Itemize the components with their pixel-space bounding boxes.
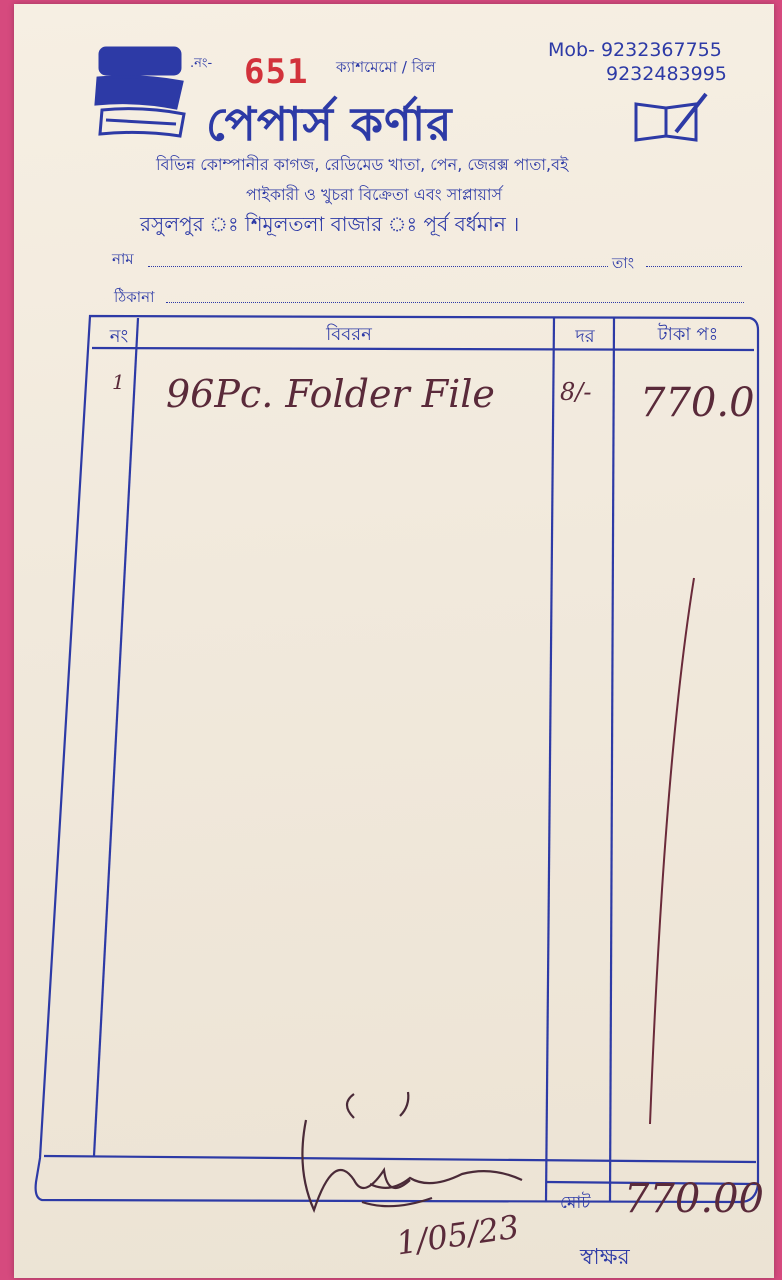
mobile-2: 9232483995 — [606, 63, 727, 85]
total-label: মোট — [560, 1193, 591, 1213]
receipt-paper — [14, 4, 774, 1278]
row-rate: 8/- — [560, 378, 592, 406]
open-book-icon — [636, 94, 706, 140]
name-label: নাম — [112, 250, 134, 268]
strike-line — [650, 578, 694, 1124]
date-field[interactable] — [646, 266, 742, 267]
row-amount: 770.0 — [640, 380, 755, 426]
mobile-1: Mob- 9232367755 — [548, 39, 722, 61]
col-header-no: নং — [109, 326, 129, 347]
shop-tagline-2: পাইকারী ও খুচরা বিক্রেতা এবং সাপ্লায়ার্স — [246, 185, 503, 204]
serial-label: .নং- — [190, 56, 213, 71]
handwritten-date: 1/05/23 — [393, 1207, 522, 1263]
name-field[interactable] — [148, 266, 608, 267]
col-header-rate: দর — [575, 326, 595, 347]
shop-name: পেপার্স কর্ণার — [206, 97, 453, 151]
row-description: 96Pc. Folder File — [166, 372, 495, 416]
date-label: তাং — [612, 254, 635, 272]
bill-table — [36, 316, 758, 1202]
signature-label: স্বাক্ষর — [580, 1245, 630, 1270]
shop-tagline-1: বিভিন্ন কোম্পানীর কাগজ, রেডিমেড খাতা, পেন, জেরক্স পাতা,বই — [156, 155, 569, 174]
doc-type: ক্যাশমেমো / বিল — [336, 58, 436, 76]
address-label: ঠিকানা — [114, 288, 155, 306]
row-number: 1 — [112, 370, 125, 394]
shop-address: রসুলপুর ঃ শিমূলতলা বাজার ঃ পূর্ব বর্ধমান । — [140, 212, 520, 236]
serial-number: 651 — [244, 52, 309, 92]
mobile-numbers — [548, 38, 727, 86]
col-header-description: বিবরন — [326, 324, 372, 345]
total-value: 770.00 — [624, 1176, 764, 1222]
signature — [302, 1092, 522, 1210]
address-field[interactable] — [166, 302, 744, 303]
col-header-amount: টাকা পঃ — [657, 324, 719, 345]
books-logo-icon — [96, 48, 184, 136]
